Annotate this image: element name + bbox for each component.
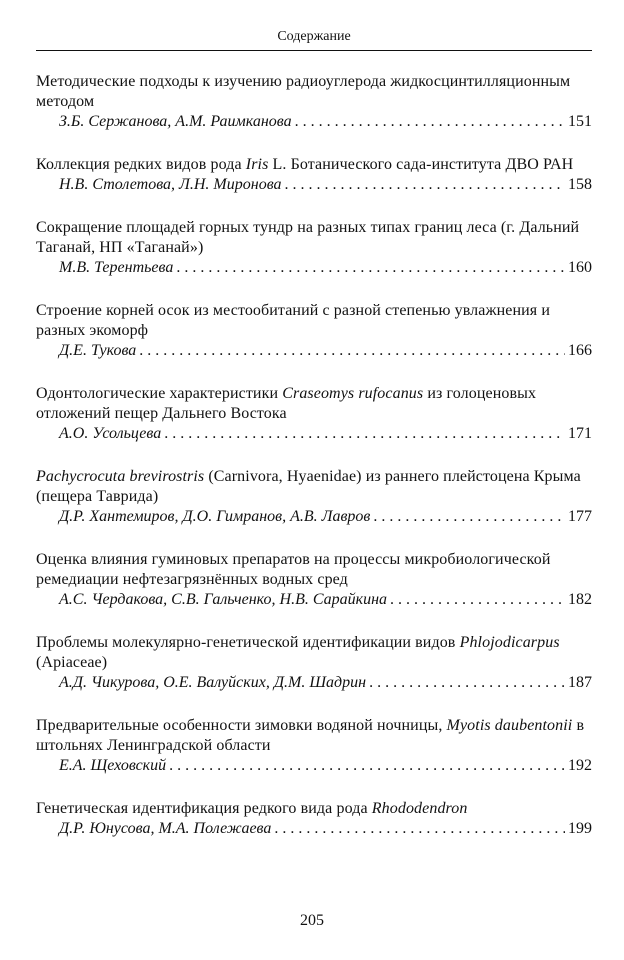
- toc-entry-author-line: [59, 341, 592, 361]
- toc-entry[interactable]: [36, 218, 592, 278]
- title-segment: Генетическая идентификация редкого вида рода: [36, 800, 372, 817]
- toc-entry[interactable]: [36, 633, 592, 693]
- table-of-contents: [36, 72, 592, 862]
- toc-entry-title: [36, 301, 592, 341]
- title-segment: Предварительные особенности зимовки водяной ночницы,: [36, 717, 447, 734]
- toc-entry-authors: А.О. Усольцева: [59, 425, 162, 442]
- toc-entry-title: [36, 72, 592, 112]
- toc-entry-page[interactable]: 158: [568, 176, 592, 193]
- dot-leader: [295, 112, 565, 132]
- dot-leader: [169, 756, 565, 776]
- title-segment: Оценка влияния гуминовых препаратов на процессы микробиологической ремедиации нефтезагрязнённых водных сред: [36, 551, 551, 588]
- toc-entry-author-line: [59, 590, 592, 610]
- toc-entry-authors: Д.Р. Хантемиров, Д.О. Гимранов, А.В. Лавров: [59, 508, 371, 525]
- title-segment: Сокращение площадей горных тундр на разных типах границ леса (г. Дальний Таганай, НП «Таганай»): [36, 219, 580, 256]
- title-italic-segment: Phlojodicarpus: [459, 634, 560, 651]
- title-segment: Строение корней осок из местообитаний с разной степенью увлажнения и разных экоморф: [36, 302, 551, 339]
- dot-leader: [390, 590, 565, 610]
- toc-entry-authors: М.В. Терентьева: [59, 259, 174, 276]
- toc-entry[interactable]: [36, 716, 592, 776]
- dot-leader: [373, 507, 565, 527]
- toc-entry-title: [36, 384, 592, 424]
- dot-leader: [285, 175, 565, 195]
- dot-leader: [139, 341, 565, 361]
- toc-entry[interactable]: [36, 155, 592, 195]
- toc-entry-title: [36, 633, 592, 673]
- title-italic-segment: Pachycrocuta brevirostris: [36, 468, 205, 485]
- toc-entry-page[interactable]: 171: [568, 425, 592, 442]
- toc-entry-page[interactable]: 151: [568, 113, 592, 130]
- toc-entry-author-line: [59, 175, 592, 195]
- title-italic-segment: Rhododendron: [371, 800, 468, 817]
- title-segment: L. Ботанического сада-института ДВО РАН: [268, 156, 574, 173]
- title-italic-segment: Myotis daubentonii: [446, 717, 573, 734]
- toc-entry-page[interactable]: 192: [568, 757, 592, 774]
- toc-entry-title: [36, 716, 592, 756]
- toc-entry[interactable]: [36, 467, 592, 527]
- title-segment: в штольнях Ленинградской области: [36, 717, 585, 754]
- toc-entry-author-line: [59, 756, 592, 776]
- dot-leader: [164, 424, 565, 444]
- title-segment: из голоценовых отложений пещер Дальнего Востока: [36, 385, 537, 422]
- dot-leader: [176, 258, 565, 278]
- page-number: 205: [300, 912, 324, 929]
- title-italic-segment: Iris: [245, 156, 269, 173]
- title-segment: Методические подходы к изучению радиоуглерода жидкосцинтилляционным методом: [36, 73, 571, 110]
- toc-entry-authors: Д.Е. Тукова: [59, 342, 137, 359]
- toc-entry[interactable]: [36, 384, 592, 444]
- toc-entry-page[interactable]: 160: [568, 259, 592, 276]
- title-segment: (Carnivora, Hyaenidae) из раннего плейстоцена Крыма (пещера Таврида): [36, 468, 581, 505]
- title-segment: Проблемы молекулярно-генетической идентификации видов: [36, 634, 460, 651]
- title-segment: Коллекция редких видов рода: [36, 156, 246, 173]
- toc-entry[interactable]: [36, 799, 592, 839]
- toc-entry-author-line: [59, 507, 592, 527]
- toc-entry-page[interactable]: 177: [568, 508, 592, 525]
- toc-entry-page[interactable]: 187: [568, 674, 592, 691]
- toc-entry-author-line: [59, 112, 592, 132]
- toc-entry-page[interactable]: 199: [568, 820, 592, 837]
- toc-entry[interactable]: [36, 550, 592, 610]
- dot-leader: [369, 673, 565, 693]
- title-segment: Одонтологические характеристики: [36, 385, 283, 402]
- toc-entry-title: [36, 550, 592, 590]
- header-divider: [36, 50, 592, 51]
- toc-entry-title: [36, 218, 592, 258]
- toc-entry-author-line: [59, 819, 592, 839]
- dot-leader: [274, 819, 565, 839]
- toc-entry-authors: З.Б. Сержанова, А.М. Раимканова: [59, 113, 292, 130]
- toc-entry-page[interactable]: 166: [568, 342, 592, 359]
- toc-entry-title: [36, 799, 592, 819]
- title-italic-segment: Craseomys rufocanus: [282, 385, 424, 402]
- toc-entry-author-line: [59, 673, 592, 693]
- toc-entry-authors: А.Д. Чикурова, О.Е. Валуйских, Д.М. Шадрин: [59, 674, 367, 691]
- toc-entry-authors: Д.Р. Юнусова, М.А. Полежаева: [59, 820, 272, 837]
- toc-entry-page[interactable]: 182: [568, 591, 592, 608]
- toc-entry-author-line: [59, 258, 592, 278]
- title-segment: (Apiaceae): [36, 654, 108, 671]
- running-header: Содержание: [277, 29, 351, 44]
- toc-entry-author-line: [59, 424, 592, 444]
- toc-entry[interactable]: [36, 72, 592, 132]
- toc-entry-authors: А.С. Чердакова, С.В. Гальченко, Н.В. Сарайкина: [59, 591, 388, 608]
- toc-entry-authors: Е.А. Щеховский: [59, 757, 167, 774]
- toc-entry-authors: Н.В. Столетова, Л.Н. Миронова: [59, 176, 282, 193]
- toc-entry-title: [36, 155, 592, 175]
- toc-entry[interactable]: [36, 301, 592, 361]
- toc-entry-title: [36, 467, 592, 507]
